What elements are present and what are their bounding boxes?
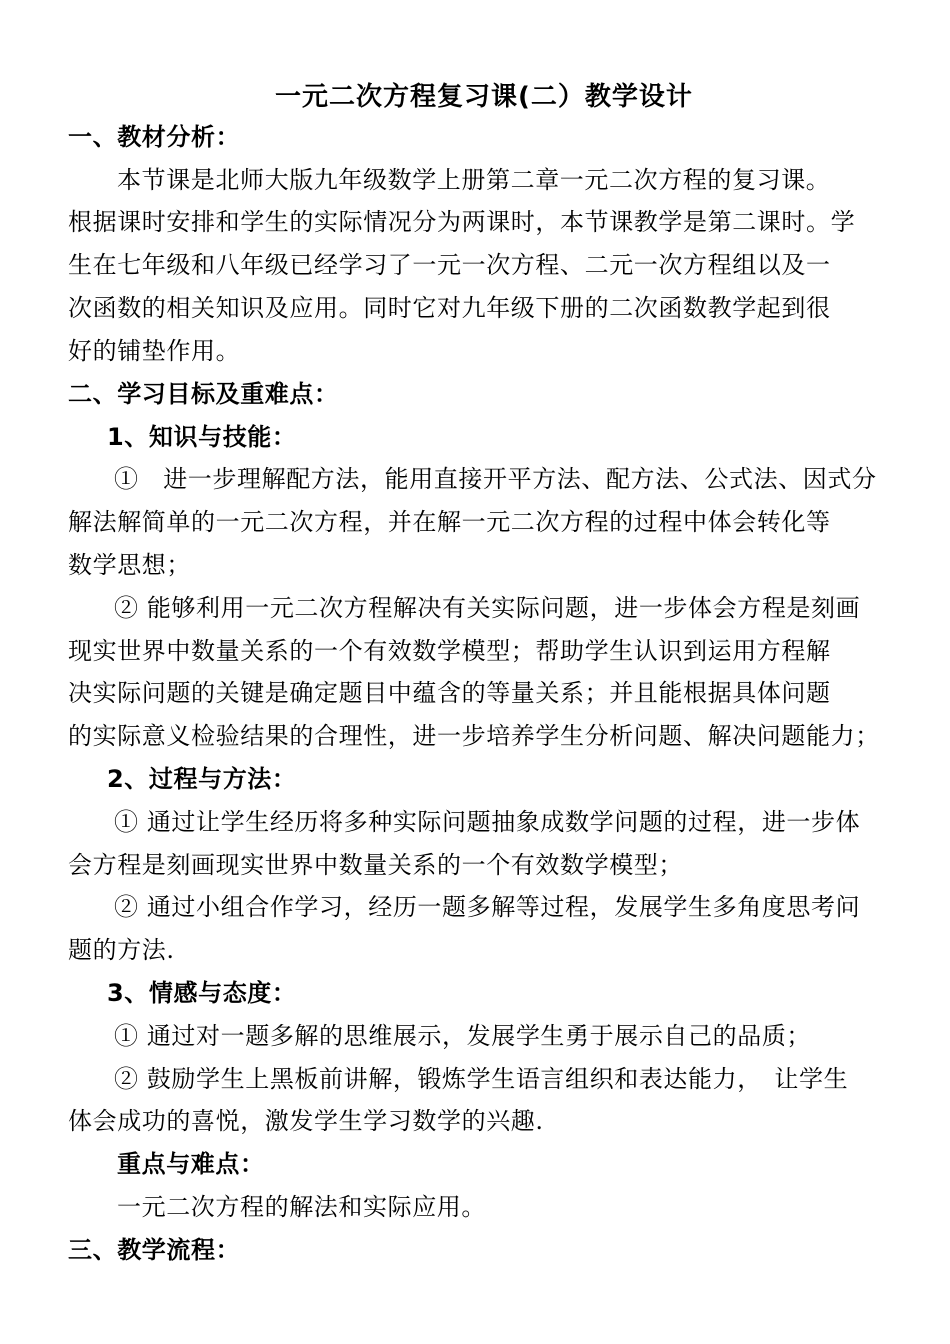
paragraph-line: 生在七年级和八年级已经学习了一元一次方程、二元一次方程组以及一 — [68, 251, 831, 279]
paragraph-line: ② 鼓励学生上黑板前讲解，锻炼学生语言组织和表达能力， 让学生 — [114, 1065, 849, 1093]
paragraph-line: ① 进一步理解配方法，能用直接开平方法、配方法、公式法、因式分 — [114, 465, 877, 493]
paragraph-line: ① 通过让学生经历将多种实际问题抽象成数学问题的过程，进一步体 — [114, 808, 861, 836]
paragraph-line: 数学思想； — [68, 551, 191, 579]
paragraph-line: 决实际问题的关键是确定题目中蕴含的等量关系；并且能根据具体问题 — [68, 679, 831, 707]
paragraph-line: ② 能够利用一元二次方程解决有关实际问题，进一步体会方程是刻画 — [114, 594, 861, 622]
paragraph-line: 会方程是刻画现实世界中数量关系的一个有效数学模型； — [68, 851, 683, 879]
paragraph-line: 本节课是北师大版九年级数学上册第二章一元二次方程的复习课。 — [117, 166, 831, 194]
paragraph-line: 好的铺垫作用。 — [68, 337, 241, 365]
paragraph-line: 现实世界中数量关系的一个有效数学模型；帮助学生认识到运用方程解 — [68, 637, 831, 665]
paragraph-line: ① 通过对一题多解的思维展示，发展学生勇于展示自己的品质； — [114, 1022, 812, 1050]
subheading-process-methods: 2、过程与方法： — [107, 765, 297, 793]
paragraph-line: 的实际意义检验结果的合理性，进一步培养学生分析问题、解决问题能力； — [68, 722, 880, 750]
paragraph-line: ② 通过小组合作学习，经历一题多解等过程，发展学生多角度思考问 — [114, 893, 861, 921]
paragraph-line: 解法解简单的一元二次方程，并在解一元二次方程的过程中体会转化等 — [68, 508, 831, 536]
paragraph-line: 题的方法. — [68, 936, 175, 964]
subheading-key-difficulties: 重点与难点： — [117, 1150, 265, 1178]
section-heading-materials: 一、教材分析： — [68, 123, 241, 151]
page-title: 一元二次方程复习课(二）教学设计 — [275, 82, 693, 112]
paragraph-line: 体会成功的喜悦，激发学生学习数学的兴趣. — [68, 1107, 544, 1135]
section-heading-teaching-process: 三、教学流程： — [68, 1236, 241, 1264]
section-heading-objectives: 二、学习目标及重难点： — [68, 380, 339, 408]
paragraph-line: 次函数的相关知识及应用。同时它对九年级下册的二次函数教学起到很 — [68, 294, 831, 322]
paragraph-line: 一元二次方程的解法和实际应用。 — [117, 1193, 486, 1221]
subheading-knowledge-skills: 1、知识与技能： — [107, 423, 297, 451]
paragraph-line: 根据课时安排和学生的实际情况分为两课时，本节课教学是第二课时。学 — [68, 208, 856, 236]
subheading-emotion-attitude: 3、情感与态度： — [107, 979, 297, 1007]
